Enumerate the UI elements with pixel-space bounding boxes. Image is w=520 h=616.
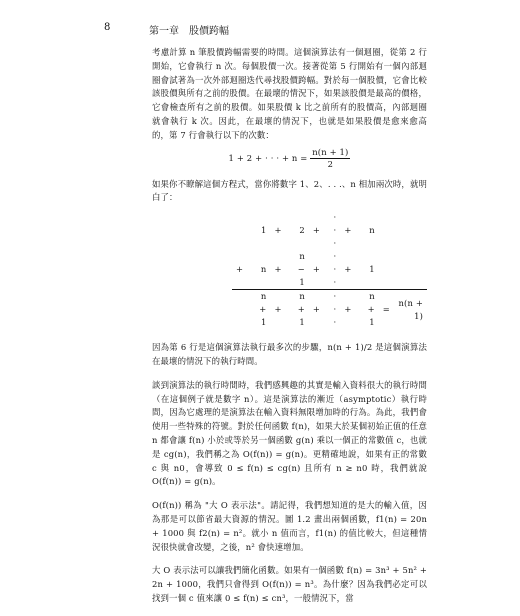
paragraph-1: 考慮計算 n 筆股價跨幅需要的時間。這個演算法有一個迴圈，從第 2 行開始，它會執行 n 次。每個股價一次。接著從第 5 行開始有一個內部迴圈會試著為一次外部迴圈迭代尋找股價跨幅。對於每一個股價，它會比較該股價與所有之前的股價。在最壞的情況下，如果該股價是最高的價格，它會檢查所有之前的股價。如果股價 k 比之前所有的股價高，內部迴圈就會執行 k 次。因此，在最壞的情況下，也就是如果股價是愈來愈高的，第 7 行會執行以下的次數：: [152, 47, 427, 140]
fraction-numerator: n(n + 1): [312, 146, 349, 157]
sum-equation: [152, 147, 427, 170]
paragraph-3: 因為第 6 行是這個演算法執行最多次的步驟，n(n + 1)/2 是這個演算法在最壞的情況下的執行時間。: [152, 342, 427, 366]
sum-cell: +: [270, 250, 285, 290]
sum-cell: · · ·: [324, 250, 340, 290]
sum-cell: +: [274, 225, 282, 236]
sum-cell: +: [312, 225, 321, 236]
sum-cell: 1: [260, 225, 267, 236]
sum-cell: n + 1: [297, 291, 305, 328]
paragraph-6: 大 O 表示法可以讓我們簡化函數。如果有一個函數 f(n) = 3n³ + 5n² + 2n + 1000，我們只會得到 O(f(n)) = n³。為什麼？因為我們必定可以找到一個 c 值來讓 0 ≤ f(n) ≤ cn³，一般情況下，當: [152, 565, 427, 603]
sum-cell: [232, 211, 247, 250]
sum-cell: 2: [299, 225, 305, 236]
sum-cell: n + 1: [367, 291, 375, 328]
sum-cell: [379, 250, 394, 290]
sum-cell: +: [309, 250, 324, 290]
page-body: [152, 46, 427, 616]
sum-cell: n − 1: [286, 250, 309, 290]
sum-cell: +: [344, 225, 352, 236]
sum-cell: n: [247, 250, 270, 290]
sum-cell: +: [344, 304, 352, 315]
paragraph-4: 談到演算法的執行時間時，我們感興趣的其實是輸入資料很大的執行時間（在這個例子就是數字 n）。這是演算法的漸近（asymptotic）執行時間，因為它處理的是演算法在輸入資料無限增加時的行為。為此，我們會使用一些特殊的符號。對於任何函數 f(n)，如果大於某個初始正值的任意 n 都會讓 f(n) 小於或等於另一個函數 g(n) 乘以一個正的常數值 c，也就是 cg(n)，我們稱之為 O(f(n)) = g(n)。更精確地說，如果有正的常數 c 與 n0，會導致 0 ≤ f(n) ≤ cg(n) 且所有 n ≥ n0 時，我們就說 O(f(n)) = g(n)。: [152, 379, 427, 487]
sum-row-total: [232, 290, 427, 330]
sum-cell: [379, 211, 394, 250]
sum-cell: +: [274, 304, 282, 315]
paragraph-5: O(f(n)) 稱為 "大 O 表示法"。請記得，我們想知道的是大的輸入值，因為那是可以節省最大資源的情況。圖 1.2 畫出兩個函數，f1(n) = 20n + 1000 與 f2(n) = n²。就小 n 值而言，f1(n) 的值比較大，但這種情況很快就會改變，之後，n² 會快速增加。: [152, 500, 427, 552]
sum-cell: n + 1: [259, 291, 267, 328]
sum-cell: 1: [355, 250, 378, 290]
sum-cell: +: [312, 304, 321, 315]
paragraph-2: 如果你不瞭解這個方程式，當你將數字 1、2、. . .、n 相加兩次時，就明白了：: [152, 178, 427, 203]
sum-cell: +: [340, 250, 355, 290]
sum-equation-fraction: [310, 147, 350, 170]
sum-row-descending: [232, 250, 427, 290]
sum-cell: [232, 290, 247, 330]
chapter-title: 第一章 股價跨幅: [149, 26, 229, 37]
sum-cell: [394, 250, 427, 290]
sum-row-ascending: [232, 211, 427, 250]
sum-cell: · · ·: [333, 212, 337, 249]
sum-cell: n(n + 1): [398, 297, 423, 321]
fraction-denominator: 2: [327, 158, 334, 169]
sum-cell: n: [369, 225, 375, 236]
page-number: 8: [104, 22, 111, 33]
sum-cell: · · ·: [333, 291, 337, 328]
sum-cell: =: [382, 304, 390, 315]
sum-cell: +: [232, 250, 247, 290]
sum-cell: [394, 211, 427, 250]
sum-derivation-table: [232, 211, 427, 329]
sum-equation-lhs: 1 + 2 + · · · + n =: [228, 152, 308, 163]
